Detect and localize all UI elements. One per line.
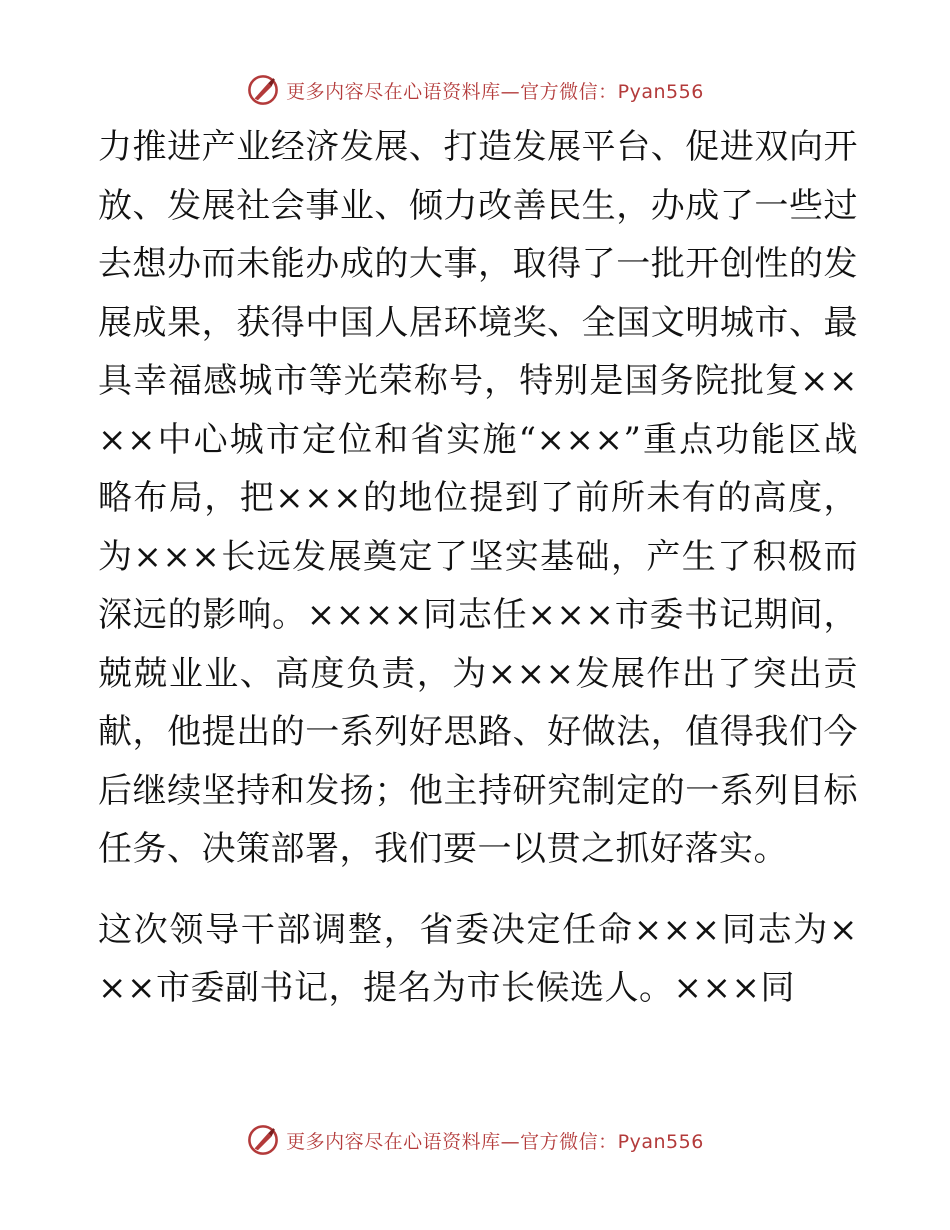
footer-watermark xyxy=(0,1120,950,1160)
paragraph-2: 这次领导干部调整，省委决定任命×××同志为×××市委副书记，提名为市长候选人。×××同 xyxy=(98,909,858,1008)
pen-nib-logo-icon xyxy=(246,73,280,107)
document-body xyxy=(98,118,858,1018)
pen-nib-logo-icon xyxy=(246,1123,280,1157)
watermark-text: 更多内容尽在心语资料库—官方微信：Pyan556 xyxy=(286,1130,704,1153)
paragraph-1: 力推进产业经济发展、打造发展平台、促进双向开放、发展社会事业、倾力改善民生，办成了一些过去想办而未能办成的大事，取得了一批开创性的发展成果，获得中国人居环境奖、全国文明城市、最具幸福感城市等光荣称号，特别是国务院批复××××中心城市定位和省实施“×××”重点功能区战略布局，把×××的地位提到了前所未有的高度，为×××长远发展奠定了坚实基础，产生了积极而深远的影响。××××同志任×××市委书记期间，兢兢业业、高度负责，为×××发展作出了突出贡献，他提出的一系列好思路、好做法，值得我们今后继续坚持和发扬；他主持研究制定的一系列目标任务、决策部署，我们要一以贯之抓好落实。 xyxy=(98,127,858,869)
header-watermark xyxy=(0,70,950,110)
watermark-text: 更多内容尽在心语资料库—官方微信：Pyan556 xyxy=(286,80,704,103)
